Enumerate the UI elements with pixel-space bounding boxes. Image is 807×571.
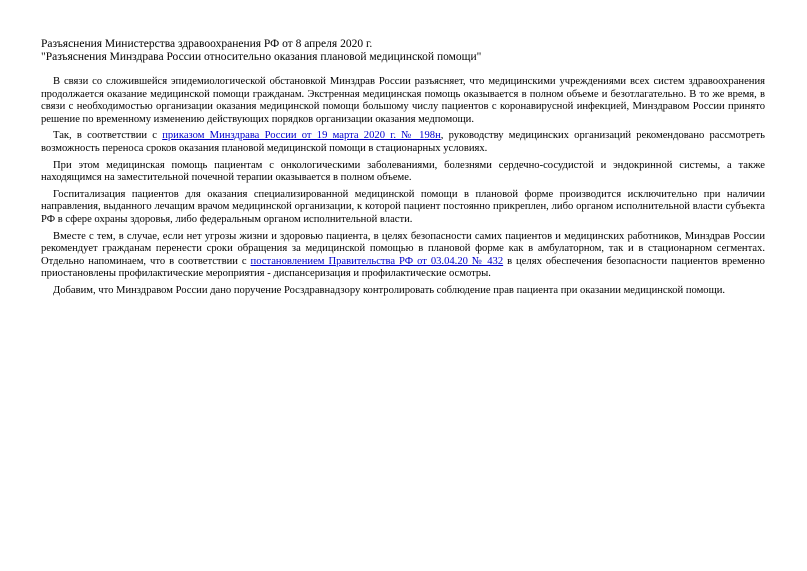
paragraph-6: Добавим, что Минздравом России дано поручение Росздравнадзору контролировать соблюдение прав пациента при оказании медицинской помощи.	[53, 284, 726, 296]
paragraph-2	[41, 130, 765, 155]
paragraph-4: Госпитализация пациентов для оказания специализированной медицинской помощи в плановой форме производится исключительно при наличии направления, выданного лечащим врачом медицинской организации, к которой пациент постоянно прикреплен, либо органом исполнительной власти субъекта РФ в сфере охраны здоровья, либо федеральным органом исполнительной власти.	[41, 188, 765, 225]
document-subtitle: "Разъяснения Минздрава России относительно оказания плановой медицинской помощи"	[41, 51, 482, 63]
paragraph-5-text-start: Вместе с тем, в случае, если нет угрозы жизни и здоровью пациента, в целях безопасности самих пациентов и медицинских работников, Минздрав России рекомендует гражданам перенести сроки обращения за медицинской помощью в плановой форме как в амбулаторном, так и в стационарном сегментах. Отдельно напоминаем, что в соответствии с	[41, 230, 765, 267]
order-198n-link[interactable]: приказом Минздрава России от 19 марта 2020 г. № 198н	[162, 130, 441, 142]
document-header	[41, 38, 765, 64]
resolution-432-link[interactable]: постановлением Правительства РФ от 03.04.20 № 432	[250, 255, 504, 267]
document-body	[41, 76, 765, 298]
paragraph-5-text-end: в целях обеспечения безопасности пациентов временно приостановлены профилактические мероприятия - диспансеризация и профилактические осмотры.	[41, 255, 765, 280]
paragraph-2-text-end: , руководству медицинских организаций рекомендовано рассмотреть возможность переноса сроков оказания плановой медицинской помощи в стационарных условиях.	[41, 130, 765, 154]
paragraph-3: При этом медицинская помощь пациентам с онкологическими заболеваниями, болезнями сердечно-сосудистой и эндокринной системы, а также находящимся на заместительной почечной терапии оказывается в полном объеме.	[41, 159, 765, 184]
paragraph-2-text-start: Так, в соответствии с	[53, 130, 163, 142]
paragraph-1: В связи со сложившейся эпидемиологической обстановкой Минздрав России разъясняет, что медицинскими учреждениями всех систем здравоохранения продолжается оказание медицинской помощи гражданам. Экстренная медицинская помощь оказывается в полном объеме и безотлагательно. В то же время, в связи с необходимостью организации оказания медицинской помощи большому числу пациентов с коронавирусной инфекцией, Минздравом России принято решение по временному изменению действующих порядков организации оказания медпомощи.	[41, 76, 765, 125]
paragraph-5	[41, 231, 765, 281]
document-title: Разъяснения Министерства здравоохранения РФ от 8 апреля 2020 г.	[41, 38, 373, 50]
